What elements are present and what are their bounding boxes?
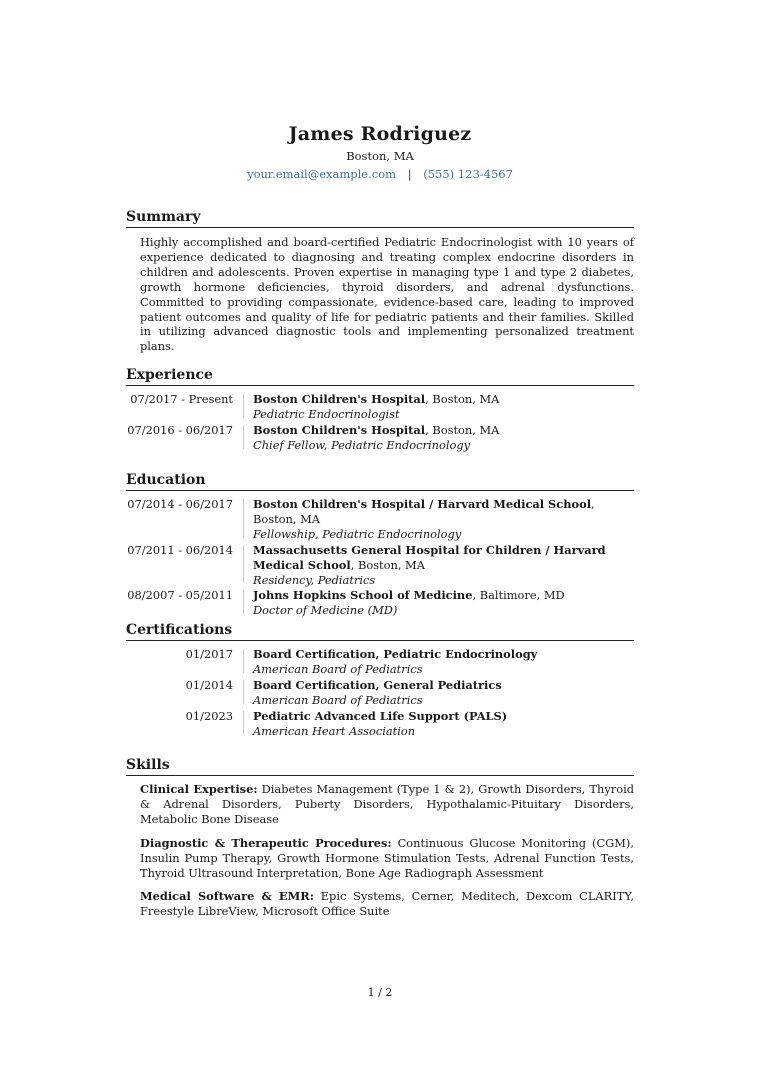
entry-divider [243, 425, 244, 449]
page-number: 1 / 2 [367, 986, 393, 999]
section-title-experience: Experience [126, 366, 634, 386]
skill-text: Epic Systems, Cerner, Meditech, Dexcom CLARITY, Freestyle LibreView, Microsoft Office Suite [140, 889, 634, 919]
entry-divider [243, 680, 244, 704]
entry-heading [253, 588, 634, 603]
entry-divider [243, 649, 244, 673]
entry-date: 01/2017 [185, 647, 233, 661]
entry-role: Doctor of Medicine (MD) [253, 603, 398, 618]
entry-role: American Board of Pediatrics [253, 692, 423, 707]
entry-organization: Board Certification, Pediatric Endocrinology [253, 647, 538, 661]
entry-row [126, 423, 634, 453]
section-title-summary: Summary [126, 208, 634, 228]
entry-body [253, 423, 634, 453]
entry-role: Fellowship, Pediatric Endocrinology [253, 526, 462, 541]
entry-organization: Board Certification, General Pediatrics [253, 677, 502, 692]
entry-row [126, 678, 634, 708]
skill-label: Clinical Expertise: [140, 782, 258, 796]
experience-section [126, 366, 634, 454]
entry-body [253, 709, 634, 739]
candidate-location: Boston, MA [346, 149, 414, 163]
contact-line [0, 167, 760, 182]
entry-organization: Johns Hopkins School of Medicine [253, 588, 473, 603]
entry-heading [253, 423, 634, 438]
entry-heading [253, 678, 634, 693]
entry-heading [253, 543, 634, 573]
entry-date: 08/2007 - 05/2011 [127, 588, 233, 603]
skills-list [140, 782, 634, 919]
entry-location: , Boston, MA [253, 497, 595, 526]
summary-text: Highly accomplished and board-certified Pediatric Endocrinologist with 10 years of experience dedicated to diagnosing and treating complex endocrine disorders in children and adolescents. Proven expertise in managing type 1 and type 2 diabetes, growth hormone deficiencies, thyroid disorders, and adrenal dysfunctions. Committed to providing compassionate, evidence-based care, leading to improved patient outcomes and quality of life for pediatric patients and their families. Skilled in utilizing advanced diagnostic tools and implementing personalized treatment plans. [140, 235, 634, 354]
entry-date: 07/2014 - 06/2017 [127, 497, 233, 511]
education-section [126, 471, 634, 619]
entry-row [126, 543, 634, 588]
experience-list [126, 392, 634, 453]
entry-organization: Massachusetts General Hospital for Children / Harvard Medical School [253, 542, 606, 572]
skill-text: Diabetes Management (Type 1 & 2), Growth Disorders, Thyroid & Adrenal Disorders, Puberty Disorders, Hypothalamic-Pituitary Disorders, Metabolic Bone Disease [140, 782, 635, 826]
contact-separator: | [407, 167, 412, 181]
skill-text: Continuous Glucose Monitoring (CGM), Insulin Pump Therapy, Growth Hormone Stimulation Tests, Adrenal Function Tests, Thyroid Ultrasound Interpretation, Bone Age Radiograph Assessment [140, 835, 634, 880]
entry-date: 07/2017 - Present [130, 392, 233, 406]
entry-body [253, 392, 634, 422]
entry-body [253, 647, 634, 677]
entry-row [126, 392, 634, 422]
entry-divider [243, 590, 244, 614]
education-list [126, 497, 634, 618]
entry-divider [243, 711, 244, 735]
entry-organization: Boston Children's Hospital / Harvard Medical School [253, 497, 592, 511]
entry-date: 01/2023 [185, 708, 233, 723]
entry-location: , Boston, MA [350, 557, 425, 572]
candidate-name: James Rodriguez [288, 123, 472, 145]
entry-divider [243, 394, 244, 418]
entry-heading [253, 647, 634, 662]
entry-location: , Boston, MA [425, 422, 500, 437]
certifications-list [126, 647, 634, 738]
entry-organization: Pediatric Advanced Life Support (PALS) [253, 708, 508, 723]
entry-role: Residency, Pediatrics [253, 572, 376, 587]
entry-row [126, 647, 634, 677]
entry-location: , Boston, MA [425, 392, 500, 406]
skills-section [126, 756, 634, 928]
entry-heading [253, 497, 634, 527]
phone-link[interactable]: (555) 123-4567 [423, 167, 513, 181]
entry-body [253, 588, 634, 618]
entry-divider [243, 545, 244, 584]
entry-role: American Board of Pediatrics [253, 661, 423, 676]
certifications-section [126, 621, 634, 739]
entry-body [253, 497, 634, 542]
entry-date: 07/2016 - 06/2017 [127, 422, 233, 437]
entry-heading [253, 709, 634, 724]
skill-item [140, 782, 634, 827]
entry-date: 07/2011 - 06/2014 [127, 542, 233, 557]
entry-role: Pediatric Endocrinologist [253, 406, 400, 421]
entry-row [126, 709, 634, 739]
entry-row [126, 588, 634, 618]
entry-body [253, 543, 634, 588]
skill-label: Medical Software & EMR: [140, 889, 314, 904]
skill-label: Diagnostic & Therapeutic Procedures: [140, 835, 392, 850]
skill-item [140, 889, 634, 919]
summary-section [126, 208, 634, 354]
section-title-education: Education [126, 471, 634, 491]
entry-role: American Heart Association [253, 723, 416, 738]
entry-date: 01/2014 [185, 677, 233, 692]
entry-divider [243, 499, 244, 538]
entry-location: , Baltimore, MD [472, 588, 565, 603]
section-title-certifications: Certifications [126, 621, 634, 641]
entry-heading [253, 392, 634, 407]
resume-header [0, 122, 760, 182]
skill-item [140, 836, 634, 881]
entry-organization: Boston Children's Hospital [253, 422, 426, 437]
section-title-skills: Skills [126, 756, 634, 776]
entry-role: Chief Fellow, Pediatric Endocrinology [253, 437, 471, 452]
email-link[interactable]: your.email@example.com [247, 167, 397, 181]
entry-body [253, 678, 634, 708]
entry-row [126, 497, 634, 542]
entry-organization: Boston Children's Hospital [253, 392, 426, 406]
